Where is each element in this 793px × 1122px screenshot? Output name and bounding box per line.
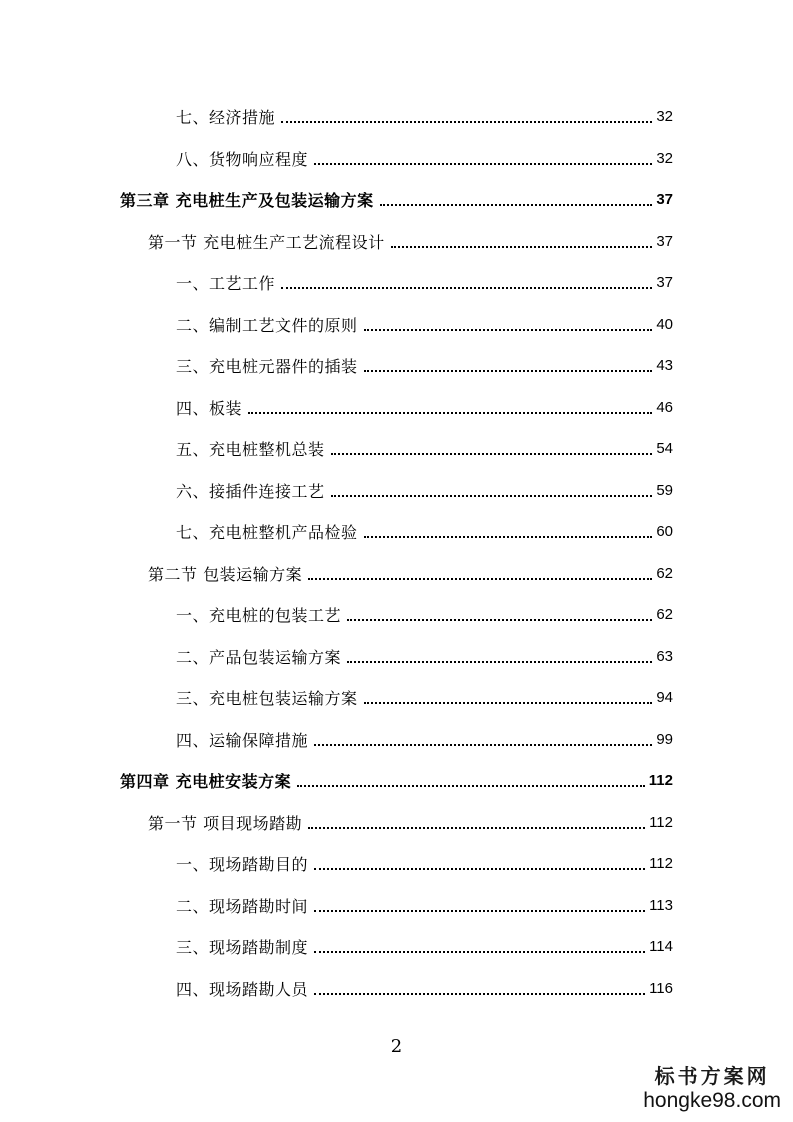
toc-entry-page: 37 bbox=[656, 274, 673, 292]
toc-entry-title: 六、接插件连接工艺 bbox=[176, 481, 325, 501]
toc-item-entry[interactable] bbox=[0, 304, 793, 346]
toc-item-entry[interactable] bbox=[0, 511, 793, 553]
toc-entry-title: 一、充电桩的包装工艺 bbox=[176, 606, 342, 626]
toc-entry-page: 112 bbox=[649, 855, 673, 873]
toc-entry-title: 一、现场踏勘目的 bbox=[176, 855, 309, 875]
toc-item-entry[interactable] bbox=[0, 138, 793, 180]
toc-entry-page: 40 bbox=[656, 315, 673, 333]
toc-entry-page: 112 bbox=[649, 813, 673, 831]
toc-entry-page: 99 bbox=[656, 730, 673, 748]
toc-item-entry[interactable] bbox=[0, 594, 793, 636]
toc-entry-title: 二、产品包装运输方案 bbox=[176, 647, 342, 667]
toc-entry-title: 第二节 包装运输方案 bbox=[148, 564, 303, 584]
toc-entry-title: 第一节 项目现场踏勘 bbox=[148, 813, 303, 833]
toc-entry-title: 第四章 充电桩安装方案 bbox=[120, 772, 292, 792]
watermark-url: hongke98.com bbox=[643, 1089, 781, 1112]
watermark-logo bbox=[643, 1064, 781, 1114]
toc-dot-leader bbox=[314, 992, 645, 995]
toc-dot-leader bbox=[308, 826, 645, 829]
toc-dot-leader bbox=[308, 577, 652, 580]
toc-dot-leader bbox=[297, 784, 645, 787]
toc-dot-leader bbox=[331, 452, 653, 455]
toc-dot-leader bbox=[314, 162, 652, 165]
toc-entry-page: 46 bbox=[656, 398, 673, 416]
toc-dot-leader bbox=[314, 950, 645, 953]
toc-entry-title: 七、经济措施 bbox=[176, 108, 276, 128]
toc-entry-title: 三、充电桩元器件的插装 bbox=[176, 357, 358, 377]
toc-dot-leader bbox=[347, 660, 652, 663]
toc-dot-leader bbox=[331, 494, 653, 497]
toc-entry-page: 113 bbox=[649, 896, 673, 914]
toc-dot-leader bbox=[364, 369, 653, 372]
toc-section-entry[interactable] bbox=[0, 802, 793, 844]
toc-entry-page: 116 bbox=[649, 979, 673, 997]
toc-item-entry[interactable] bbox=[0, 345, 793, 387]
toc-chapter-entry[interactable] bbox=[0, 760, 793, 802]
toc-dot-leader bbox=[248, 411, 652, 414]
toc-entry-title: 三、充电桩包装运输方案 bbox=[176, 689, 358, 709]
toc-entry-title: 一、工艺工作 bbox=[176, 274, 276, 294]
watermark-site-name: 标书方案网 bbox=[654, 1064, 770, 1088]
toc-item-entry[interactable] bbox=[0, 719, 793, 761]
toc-item-entry[interactable] bbox=[0, 387, 793, 429]
toc-entry-page: 62 bbox=[656, 564, 673, 582]
toc-entry-page: 54 bbox=[656, 440, 673, 458]
toc-entry-page: 60 bbox=[656, 523, 673, 541]
toc-entry-page: 112 bbox=[648, 772, 673, 790]
toc-item-entry[interactable] bbox=[0, 96, 793, 138]
toc-entry-page: 114 bbox=[649, 938, 673, 956]
toc-section-entry[interactable] bbox=[0, 221, 793, 263]
toc-entry-page: 32 bbox=[656, 108, 673, 126]
toc-item-entry[interactable] bbox=[0, 885, 793, 927]
toc-item-entry[interactable] bbox=[0, 428, 793, 470]
toc-entry-title: 四、运输保障措施 bbox=[176, 730, 309, 750]
toc-dot-leader bbox=[281, 120, 652, 123]
toc-item-entry[interactable] bbox=[0, 926, 793, 968]
toc-entry-title: 三、现场踏勘制度 bbox=[176, 938, 309, 958]
toc-entry-page: 63 bbox=[656, 647, 673, 665]
toc-entry-page: 59 bbox=[656, 481, 673, 499]
toc-entry-title: 第三章 充电桩生产及包装运输方案 bbox=[120, 191, 374, 211]
page-number: 2 bbox=[390, 1036, 403, 1057]
toc-entry-title: 第一节 充电桩生产工艺流程设计 bbox=[148, 232, 385, 252]
toc-entry-page: 62 bbox=[656, 606, 673, 624]
toc-item-entry[interactable] bbox=[0, 262, 793, 304]
toc-dot-leader bbox=[364, 535, 653, 538]
toc-item-entry[interactable] bbox=[0, 968, 793, 1010]
table-of-contents bbox=[0, 96, 793, 1009]
toc-dot-leader bbox=[391, 245, 653, 248]
toc-item-entry[interactable] bbox=[0, 636, 793, 678]
toc-entry-title: 四、现场踏勘人员 bbox=[176, 979, 309, 999]
toc-entry-title: 七、充电桩整机产品检验 bbox=[176, 523, 358, 543]
toc-entry-title: 二、编制工艺文件的原则 bbox=[176, 315, 358, 335]
toc-item-entry[interactable] bbox=[0, 677, 793, 719]
toc-entry-page: 37 bbox=[656, 191, 673, 209]
toc-dot-leader bbox=[281, 286, 652, 289]
toc-entry-page: 32 bbox=[656, 149, 673, 167]
toc-item-entry[interactable] bbox=[0, 470, 793, 512]
toc-dot-leader bbox=[347, 618, 652, 621]
toc-dot-leader bbox=[314, 867, 645, 870]
toc-entry-title: 八、货物响应程度 bbox=[176, 149, 309, 169]
toc-entry-title: 二、现场踏勘时间 bbox=[176, 896, 309, 916]
toc-dot-leader bbox=[380, 203, 653, 206]
toc-dot-leader bbox=[364, 328, 653, 331]
toc-entry-title: 四、板装 bbox=[176, 398, 243, 418]
toc-dot-leader bbox=[314, 743, 652, 746]
toc-entry-page: 43 bbox=[656, 357, 673, 375]
toc-dot-leader bbox=[364, 701, 653, 704]
toc-entry-page: 37 bbox=[656, 232, 673, 250]
toc-section-entry[interactable] bbox=[0, 553, 793, 595]
toc-item-entry[interactable] bbox=[0, 843, 793, 885]
toc-entry-title: 五、充电桩整机总装 bbox=[176, 440, 325, 460]
toc-chapter-entry[interactable] bbox=[0, 179, 793, 221]
toc-entry-page: 94 bbox=[656, 689, 673, 707]
toc-dot-leader bbox=[314, 909, 645, 912]
